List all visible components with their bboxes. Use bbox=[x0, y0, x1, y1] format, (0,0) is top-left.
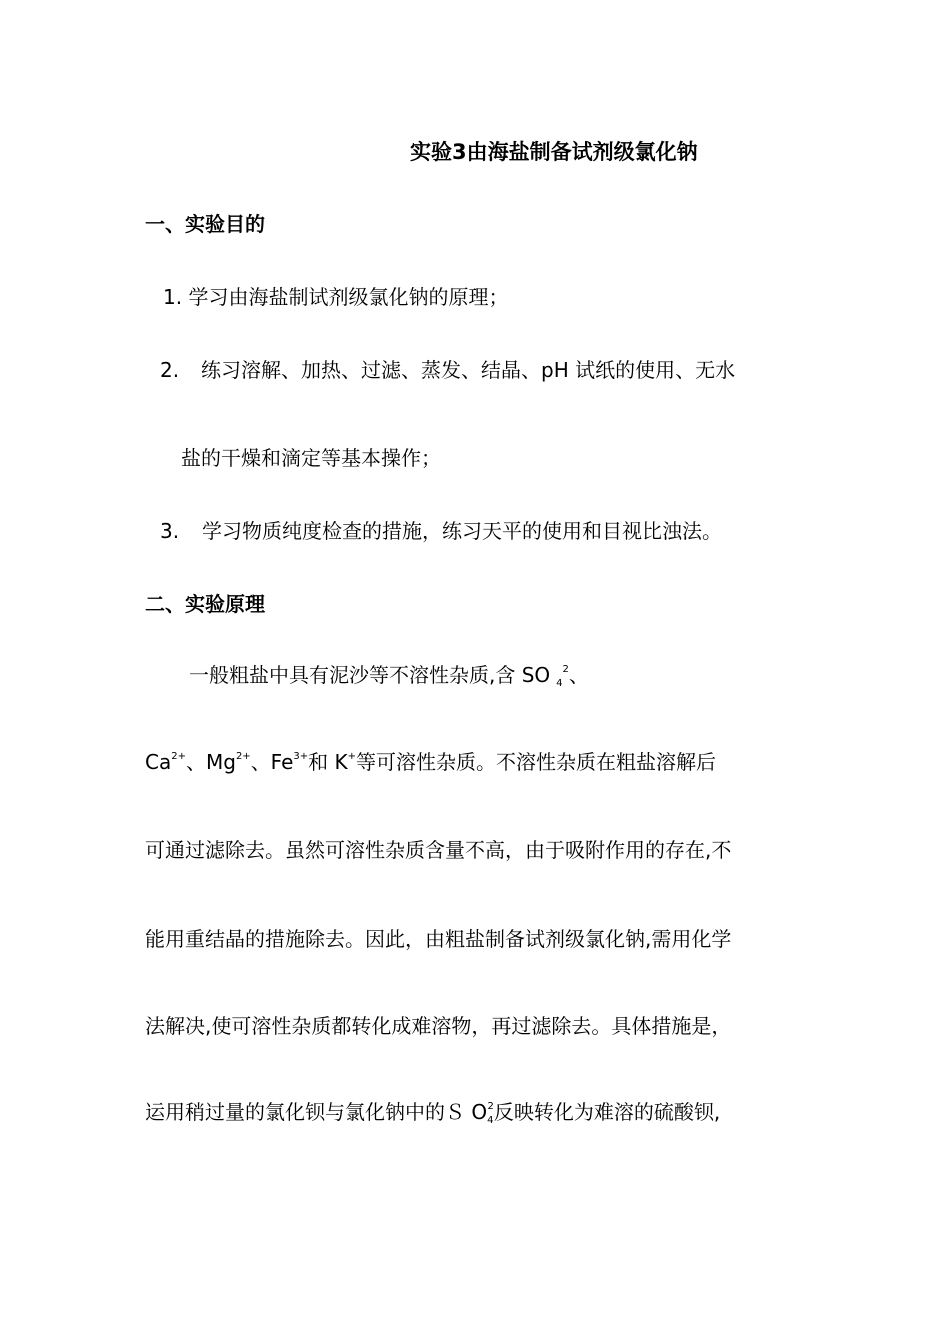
calcium-symbol: Ca bbox=[145, 750, 172, 774]
purpose-item-2-continuation: 盐的干燥和滴定等基本操作； bbox=[181, 446, 441, 470]
potassium-charge: + bbox=[347, 751, 357, 762]
sulfate-subscript: 4 bbox=[556, 678, 563, 689]
principle-line-2-rest: 等可溶性杂质。不溶性杂质在粗盐溶解后 bbox=[356, 750, 717, 774]
page-title: 实验3由海盐制备试剂级氯化钠 bbox=[410, 140, 698, 164]
sulfate-subscript-2: 4 bbox=[487, 1115, 494, 1126]
principle-line-6-end: 反映转化为难溶的硫酸钡, bbox=[493, 1100, 721, 1124]
principle-line-1-text: 一般粗盐中具有泥沙等不溶性杂质,含 SO bbox=[189, 663, 551, 687]
sulfate-superscript-2: 2 bbox=[487, 1101, 494, 1112]
purpose-item-2-text: 练习溶解、加热、过滤、蒸发、结晶、pH 试纸的使用、无水 bbox=[201, 358, 736, 382]
magnesium-charge: 2+ bbox=[235, 751, 251, 762]
section-heading-purpose: 一、实验目的 bbox=[145, 212, 265, 236]
principle-line-6-start: 运用稍过量的氯化钡与氯化钠中的Ｓ O bbox=[145, 1100, 488, 1124]
principle-paragraph-line-6 bbox=[145, 1100, 721, 1126]
principle-line-1-end: 、 bbox=[568, 663, 589, 687]
sulfate-superscript: 2 bbox=[562, 664, 569, 675]
purpose-item-1: 1. 学习由海盐制试剂级氯化钠的原理； bbox=[163, 285, 509, 309]
principle-paragraph-line-5: 法解决,使可溶性杂质都转化成难溶物，再过滤除去。具体措施是， bbox=[145, 1014, 732, 1038]
iron-charge: 3+ bbox=[293, 751, 309, 762]
section-heading-principle: 二、实验原理 bbox=[145, 592, 265, 616]
principle-paragraph-line-1 bbox=[189, 663, 589, 689]
iron-symbol: 、Fe bbox=[250, 750, 294, 774]
purpose-item-3-number: 3. bbox=[160, 519, 180, 543]
principle-paragraph-line-4: 能用重结晶的措施除去。因此，由粗盐制备试剂级氯化钠,需用化学 bbox=[145, 927, 732, 951]
magnesium-symbol: 、Mg bbox=[185, 750, 236, 774]
potassium-symbol: 和 K bbox=[308, 750, 348, 774]
calcium-charge: 2+ bbox=[171, 751, 186, 762]
purpose-item-2-number: 2. bbox=[160, 358, 180, 382]
principle-paragraph-line-3: 可通过滤除去。虽然可溶性杂质含量不高，由于吸附作用的存在,不 bbox=[145, 838, 732, 862]
purpose-item-3-text: 学习物质纯度检查的措施，练习天平的使用和目视比浊法。 bbox=[202, 519, 722, 543]
principle-paragraph-line-2 bbox=[145, 752, 716, 772]
